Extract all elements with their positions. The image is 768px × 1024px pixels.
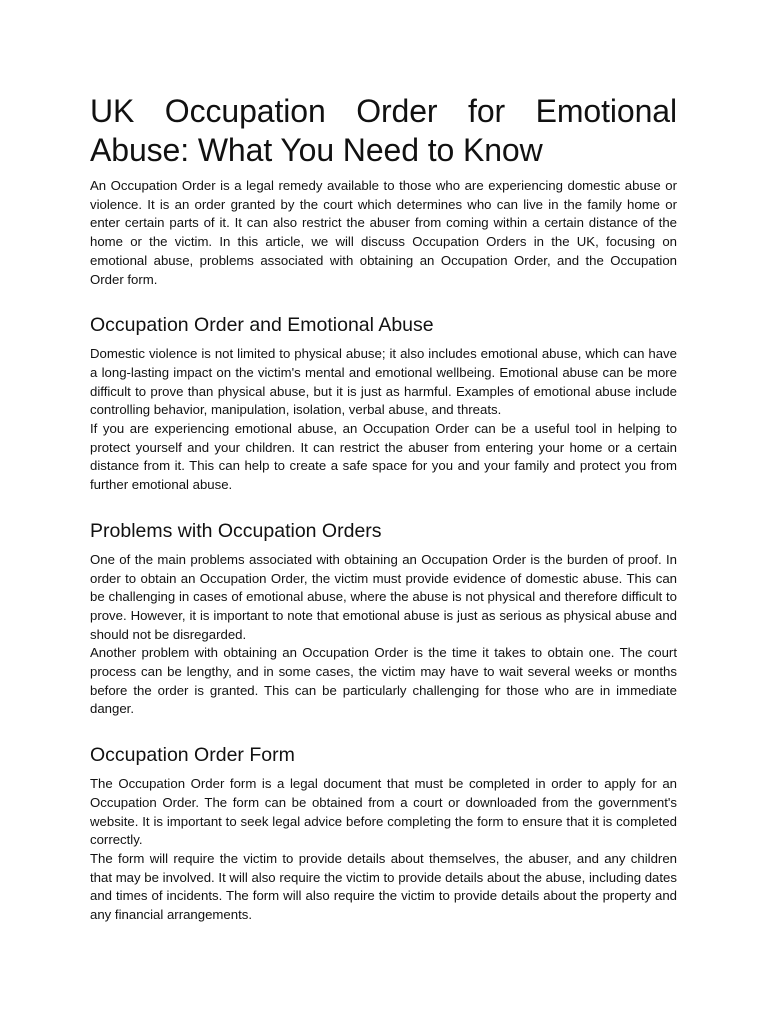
section-problems (90, 519, 677, 719)
section-paragraph: One of the main problems associated with obtaining an Occupation Order is the burden of proof. In order to obtain an Occupation Order, the victim must provide evidence of domestic abuse. This can be challenging in cases of emotional abuse, where the abuse is not physical and therefore difficult to prove. However, it is important to note that emotional abuse is just as serious as physical abuse and should not be disregarded. (90, 551, 677, 642)
title-line-1: UK Occupation Order for Emotional (90, 93, 677, 129)
section-heading: Problems with Occupation Orders (90, 519, 382, 542)
section-paragraph: Another problem with obtaining an Occupation Order is the time it takes to obtain one. The court process can be lengthy, and in some cases, the victim may have to wait several weeks or months before the order is granted. This can be particularly challenging for those who are in immediate danger. (90, 645, 677, 717)
section-emotional-abuse (90, 313, 677, 495)
intro-paragraph: An Occupation Order is a legal remedy available to those who are experiencing domestic abuse or violence. It is an order granted by the court which determines who can live in the family home or enter certain parts of it. It can also restrict the abuser from coming within a certain distance of the home or the victim. In this article, we will discuss Occupation Orders in the UK, focusing on emotional abuse, problems associated with obtaining an Occupation Order, and the Occupation Order form. (90, 178, 677, 287)
section-paragraph: The form will require the victim to provide details about themselves, the abuser, and any children that may be involved. It will also require the victim to provide details about the abuse, including dates and times of incidents. The form will also require the victim to provide details about the property and any financial arrangements. (90, 850, 677, 923)
section-heading: Occupation Order Form (90, 744, 295, 767)
section-paragraph: Domestic violence is not limited to physical abuse; it also includes emotional abuse, which can have a long-lasting impact on the victim's mental and emotional wellbeing. Emotional abuse can be more difficult to prove than physical abuse, but it is just as harmful. Examples of emotional abuse include controlling behavior, manipulation, isolation, verbal abuse, and threats. (90, 346, 677, 418)
section-heading: Occupation Order and Emotional Abuse (90, 314, 434, 337)
section-paragraph: If you are experiencing emotional abuse, an Occupation Order can be a useful tool in helping to protect yourself and your children. It can restrict the abuser from entering your home or a certain distance from it. This can help to create a safe space for you and your family and protect you from further emotional abuse. (90, 421, 677, 493)
section-paragraph: The Occupation Order form is a legal document that must be completed in order to apply for an Occupation Order. The form can be obtained from a court or downloaded from the government's website. It is important to seek legal advice before completing the form to ensure that it is completed correctly. (90, 776, 677, 848)
document-title (90, 92, 677, 170)
document-page (90, 92, 677, 925)
title-line-2: Abuse: What You Need to Know (90, 132, 543, 168)
section-form (90, 743, 677, 925)
